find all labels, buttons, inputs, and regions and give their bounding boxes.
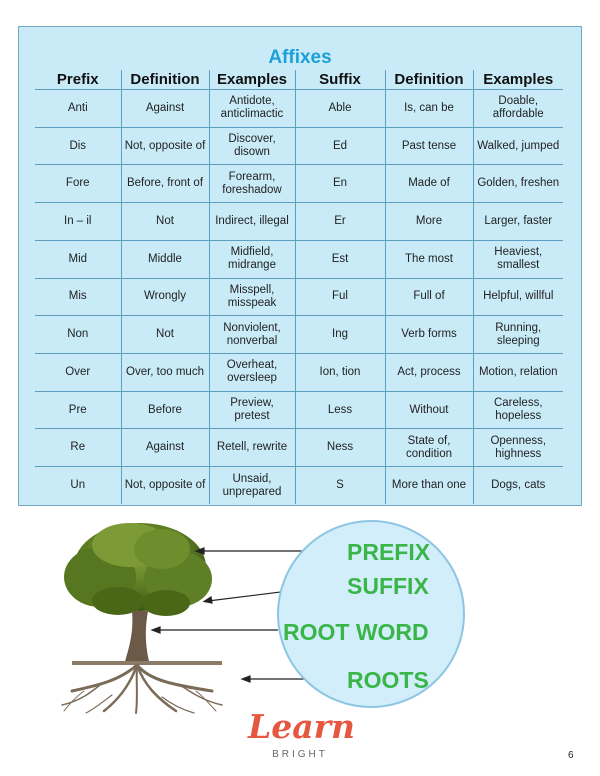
cell-prefix-definition: Middle <box>121 240 209 278</box>
table-header-row <box>35 70 563 90</box>
cell-suffix-examples: Heaviest, smallest <box>473 240 563 278</box>
cell-prefix-examples: Nonviolent, nonverbal <box>209 316 295 354</box>
cell-prefix-definition: Over, too much <box>121 354 209 392</box>
table-row <box>35 467 563 504</box>
cell-suffix-examples: Golden, freshen <box>473 165 563 203</box>
cell-suffix-definition: Made of <box>385 165 473 203</box>
cell-suffix: Est <box>295 240 385 278</box>
table-row <box>35 278 563 316</box>
label-suffix: SUFFIX <box>347 573 429 599</box>
cell-suffix: Ing <box>295 316 385 354</box>
table-title: Affixes <box>268 47 332 68</box>
cell-suffix-examples: Larger, faster <box>473 203 563 241</box>
tree-canopy <box>64 523 212 616</box>
cell-suffix: Able <box>295 90 385 128</box>
table-row <box>35 127 563 165</box>
header-suffix-examples: Examples <box>473 70 563 90</box>
cell-suffix-examples: Motion, relation <box>473 354 563 392</box>
table-row <box>35 90 563 128</box>
cell-prefix: Re <box>35 429 121 467</box>
header-prefix-examples: Examples <box>209 70 295 90</box>
cell-prefix-definition: Not, opposite of <box>121 467 209 504</box>
cell-prefix: Mid <box>35 240 121 278</box>
ground-line <box>72 661 222 665</box>
cell-prefix-examples: Misspell, misspeak <box>209 278 295 316</box>
cell-suffix-examples: Walked, jumped <box>473 127 563 165</box>
cell-suffix-examples: Dogs, cats <box>491 479 546 492</box>
cell-prefix: Non <box>35 316 121 354</box>
cell-prefix-definition: Before, front of <box>121 165 209 203</box>
cell-prefix-definition: Before <box>121 391 209 429</box>
cell-suffix-examples: Running, sleeping <box>473 316 563 354</box>
table-row <box>35 354 563 392</box>
cell-suffix-definition: Act, process <box>385 354 473 392</box>
table-row <box>35 240 563 278</box>
cell-suffix-definition: Is, can be <box>385 90 473 128</box>
cell-prefix-definition: Not <box>121 203 209 241</box>
cell-suffix: Ion, tion <box>295 354 385 392</box>
cell-prefix-examples: Forearm, foreshadow <box>209 165 295 203</box>
cell-prefix-definition: Against <box>121 90 209 128</box>
cell-prefix: Over <box>35 354 121 392</box>
cell-suffix-definition: Without <box>385 391 473 429</box>
header-prefix: Prefix <box>35 70 121 90</box>
cell-prefix-definition: Against <box>121 429 209 467</box>
logo-tagline: BRIGHT <box>272 749 328 760</box>
table-body <box>35 90 563 505</box>
header-suffix-definition: Definition <box>385 70 473 90</box>
table-row <box>35 165 563 203</box>
cell-prefix: Pre <box>35 391 121 429</box>
tree-trunk <box>124 611 150 665</box>
cell-prefix: Mis <box>35 278 121 316</box>
cell-prefix: Dis <box>35 127 121 165</box>
table-row <box>35 203 563 241</box>
table-row <box>35 391 563 429</box>
header-suffix: Suffix <box>295 70 385 90</box>
cell-prefix-examples: Overheat, oversleep <box>209 354 295 392</box>
table-row <box>35 316 563 354</box>
cell-suffix-definition: More <box>385 203 473 241</box>
cell-prefix-examples: Antidote, anticlimactic <box>209 90 295 128</box>
cell-prefix-definition: Wrongly <box>121 278 209 316</box>
cell-suffix: Less <box>295 391 385 429</box>
cell-prefix: Anti <box>35 90 121 128</box>
cell-suffix-examples: Openness, highness <box>473 429 563 467</box>
cell-prefix-examples: Retell, rewrite <box>209 429 295 467</box>
cell-suffix-examples: Doable, affordable <box>473 90 563 128</box>
cell-prefix: Un <box>35 467 121 504</box>
cell-prefix-examples: Indirect, illegal <box>209 203 295 241</box>
learn-bright-logo: Learn <box>248 707 355 746</box>
label-prefix: PREFIX <box>347 539 431 565</box>
page-number: 6 <box>568 750 574 761</box>
cell-prefix-examples: Preview, pretest <box>209 391 295 429</box>
cell-suffix-examples: Helpful, willful <box>473 278 563 316</box>
cell-suffix-definition: Verb forms <box>385 316 473 354</box>
cell-prefix-examples: Discover, disown <box>209 127 295 165</box>
cell-prefix-definition: Not <box>121 316 209 354</box>
cell-prefix-examples: Unsaid, unprepared <box>209 467 295 504</box>
cell-suffix-definition: State of, condition <box>385 429 473 467</box>
cell-suffix: Ed <box>295 127 385 165</box>
cell-suffix: En <box>295 165 385 203</box>
cell-suffix-examples: Careless, hopeless <box>473 391 563 429</box>
cell-prefix: Fore <box>35 165 121 203</box>
cell-suffix-definition: Past tense <box>385 127 473 165</box>
cell-suffix-definition: Full of <box>385 278 473 316</box>
cell-suffix-definition: The most <box>385 240 473 278</box>
tree-roots <box>62 665 222 713</box>
cell-suffix-definition: More than one <box>385 467 473 504</box>
cell-prefix-definition: Not, opposite of <box>121 127 209 165</box>
affixes-table <box>35 70 563 504</box>
cell-suffix: Ful <box>295 278 385 316</box>
header-prefix-definition: Definition <box>121 70 209 90</box>
cell-suffix: S <box>295 467 385 504</box>
affixes-panel <box>18 26 582 506</box>
label-roots: ROOTS <box>347 667 429 693</box>
table-row <box>35 429 563 467</box>
cell-prefix: In – il <box>35 203 121 241</box>
cell-suffix: Ness <box>295 429 385 467</box>
cell-prefix-examples: Midfield, midrange <box>209 240 295 278</box>
label-root-word: ROOT WORD <box>283 619 429 645</box>
cell-suffix: Er <box>295 203 385 241</box>
